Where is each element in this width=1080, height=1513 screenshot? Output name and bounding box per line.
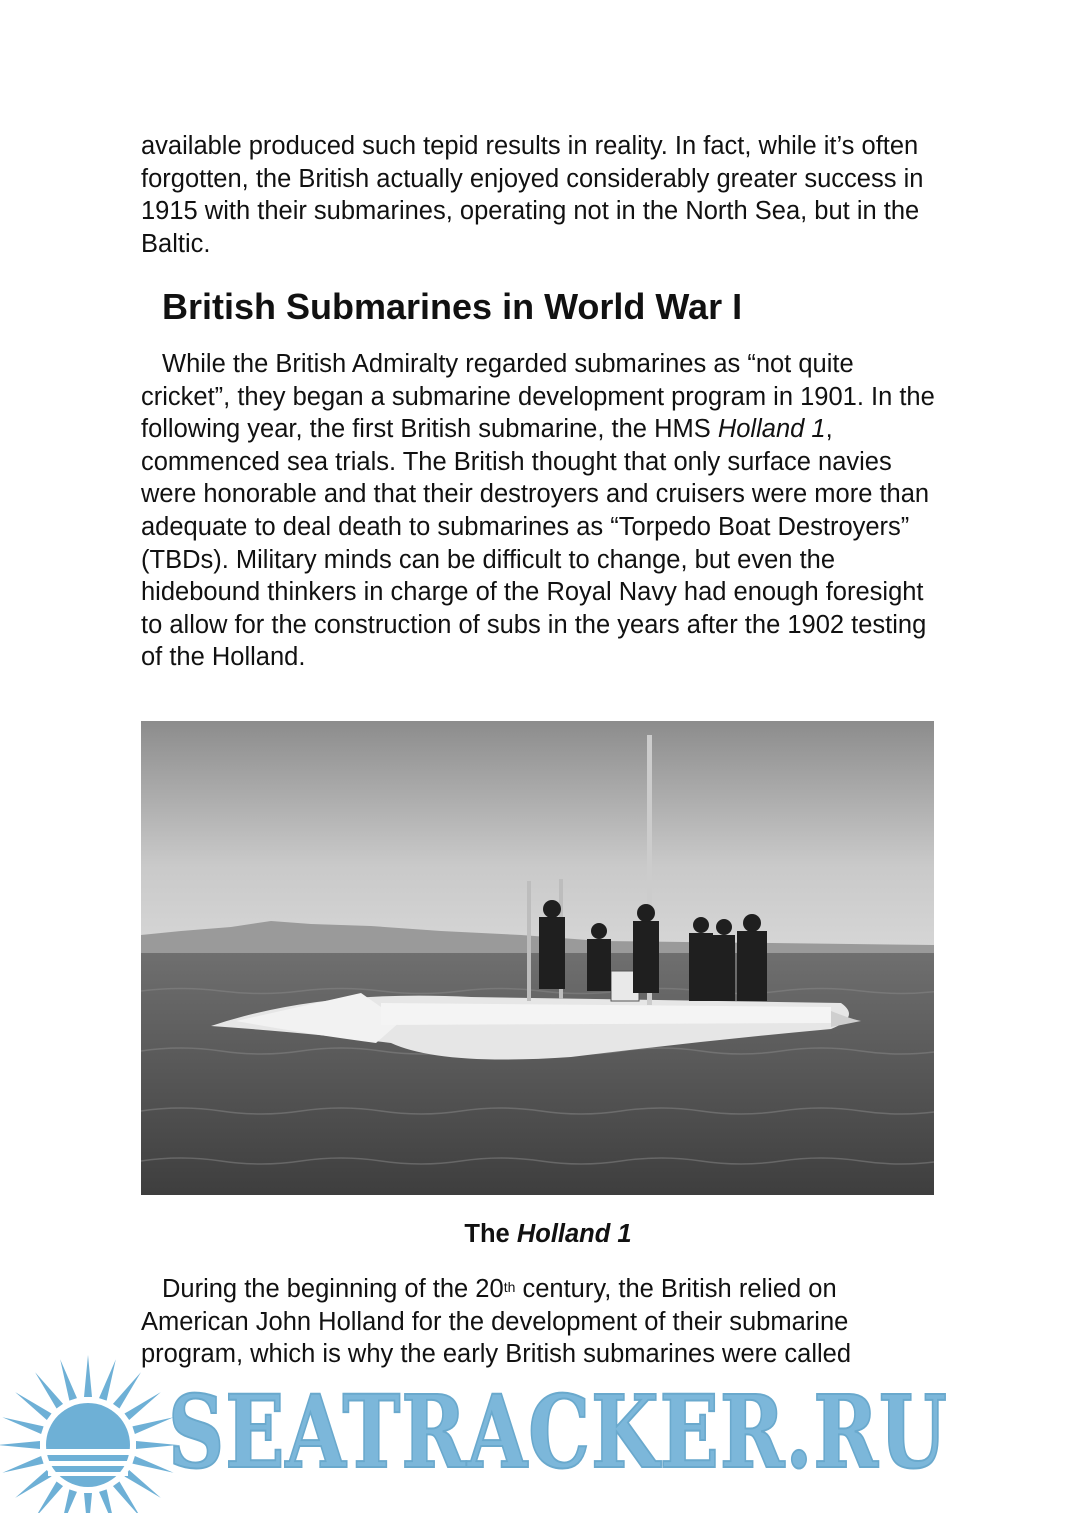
ship-name-italic: Holland 1 (717, 415, 826, 444)
figure-caption (0, 1220, 1080, 1249)
body-paragraph (141, 348, 941, 674)
paragraph-text: While the British Admiralty regarded submarines as “not quite cricket”, they began a submarine development program in 1901. In the following year, the first British submarine, the HMS (141, 350, 935, 444)
paragraph-text: , commenced sea trials. The British thought that only surface navies were honorable and that their destroyers and cruisers were more than adequate to deal death to submarines as “Torpedo Boat Destroyers” (TBDs). Military minds can be difficult to change, but even the hidebound thinkers in charge of the Royal Navy had enough foresight to allow for the construction of subs in the years after the 1902 testing of the Holland. (141, 415, 930, 672)
intro-paragraph: available produced such tepid results in reality. In fact, while it’s often forgotten, the British actually enjoyed considerably greater success in 1915 with their submarines, operating not in the North Sea, but in the Baltic. (141, 132, 924, 258)
section-heading: British Submarines in World War I (162, 286, 743, 327)
submarine-photo (141, 721, 934, 1195)
watermark-text: SEATRACKER.RU (168, 1373, 948, 1491)
caption-text: The (464, 1220, 517, 1248)
superscript: th (503, 1279, 516, 1295)
paragraph-text: century, the British relied on American John Holland for the development of their submarine program, which is why the early British submarines were called (141, 1275, 852, 1369)
caption-italic: Holland 1 (516, 1220, 632, 1248)
paragraph-text: During the beginning of the 20 (162, 1275, 504, 1303)
